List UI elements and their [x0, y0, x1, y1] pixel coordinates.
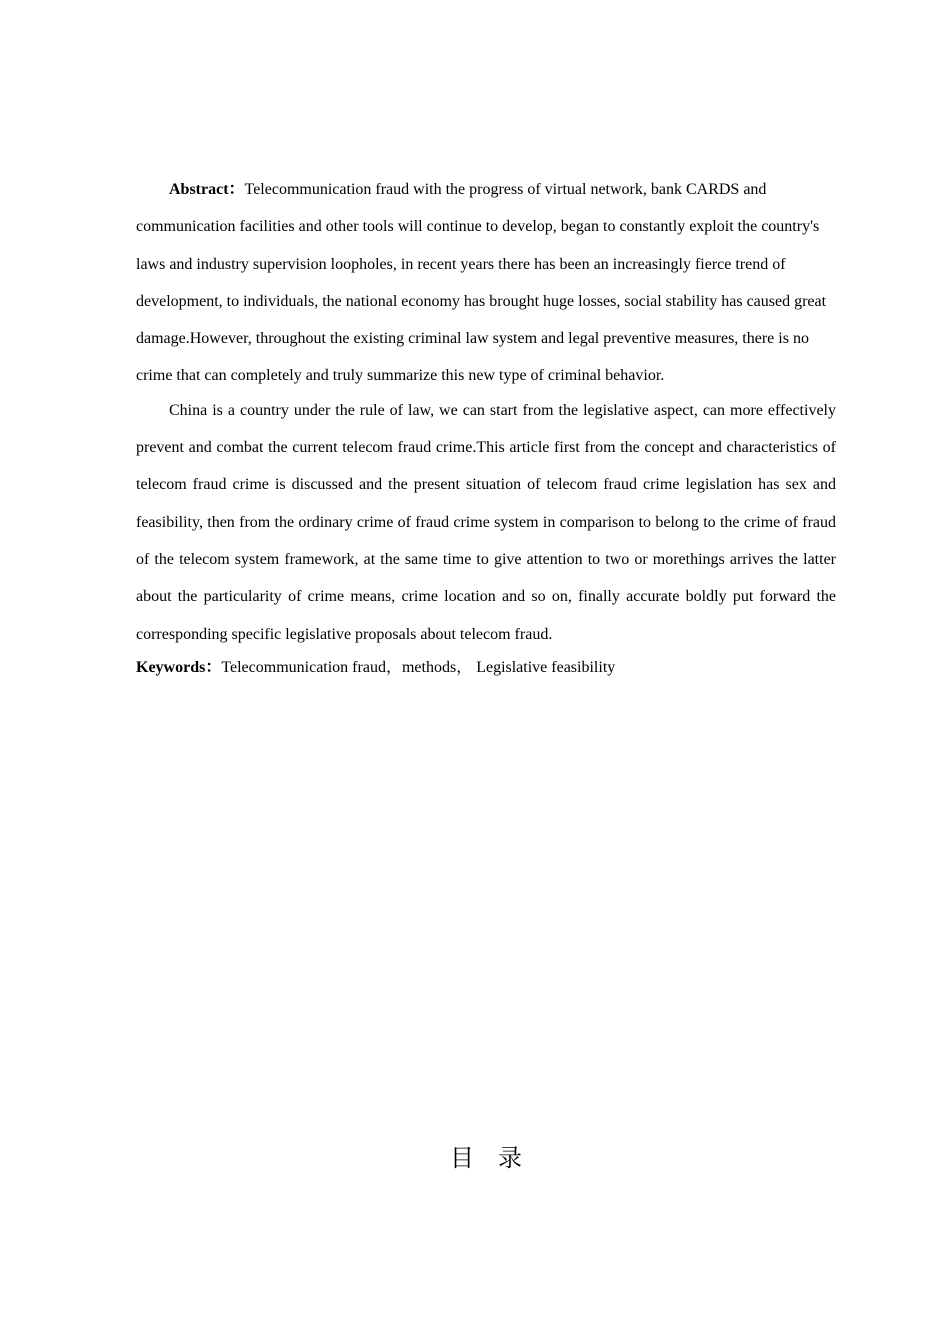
abstract-paragraph-2: China is a country under the rule of law, we can start from the legislative aspect, can more effectively prevent and combat the current telecom fraud crime.This article first from the concept and characteristics of telecom fraud crime is discussed and the present situation of telecom fraud crime legislation has sex and feasibility, then from the ordinary crime of fraud crime system in comparison to belong to the crime of fraud of the telecom system framework, at the same time to give attention to two or morethings arrives the latter about the particularity of crime means, crime location and so on, finally accurate boldly put forward the corresponding specific legislative proposals about telecom fraud. [136, 401, 836, 643]
keywords-label: Keywords： [136, 658, 222, 676]
toc-title: 目 录 [450, 1144, 522, 1172]
keywords-line [136, 650, 836, 686]
keyword-item: methods [401, 658, 457, 676]
keyword-separator: ， [385, 658, 402, 676]
keyword-item: Legislative feasibility [476, 658, 616, 676]
keyword-item: Telecommunication fraud [221, 658, 386, 676]
abstract-section [136, 171, 836, 686]
keyword-separator: ， [456, 658, 473, 676]
abstract-text: Telecommunication fraud with the progress of virtual network, bank CARDS and communication facilities and other tools will continue to develop, began to constantly exploit the country's laws and industry supervision loopholes, in recent years there has been an increasingly fierce trend of development, to individuals, the national economy has brought huge losses, social stability has caused great damage.However, throughout the existing criminal law system and legal preventive measures, there is no crime that can completely and truly summarize this new type of criminal behavior. [136, 181, 827, 385]
abstract-label: Abstract： [169, 181, 245, 198]
abstract-paragraph [136, 171, 836, 395]
